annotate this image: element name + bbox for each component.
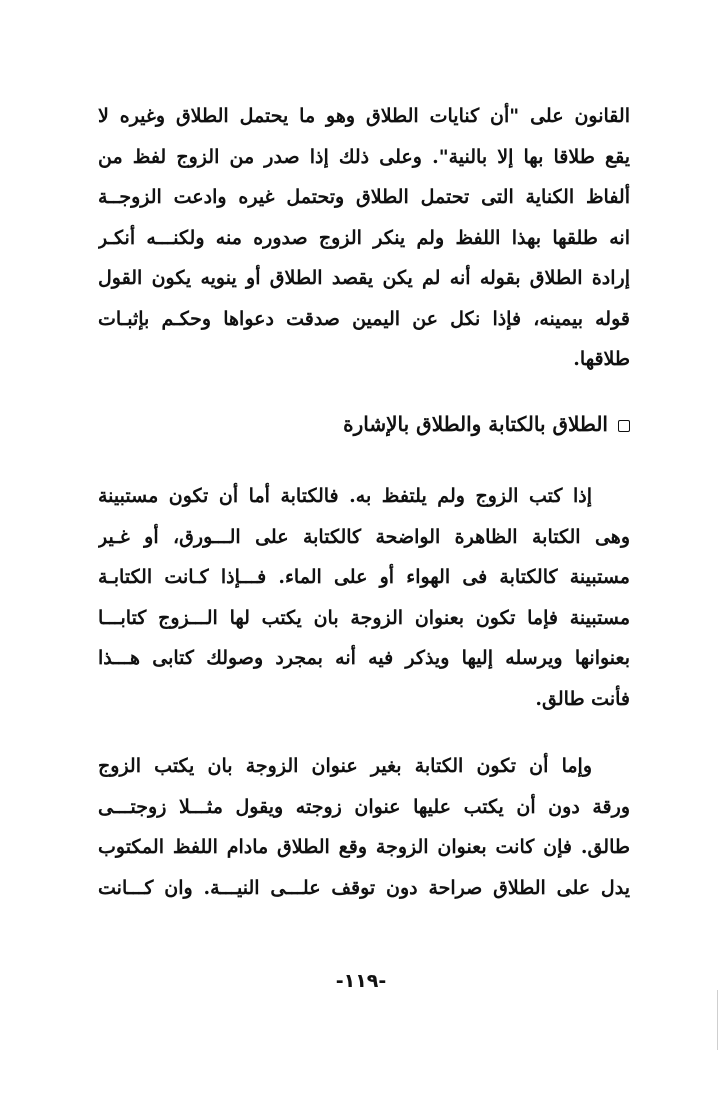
- section-heading-text: الطلاق بالكتابة والطلاق بالإشارة: [343, 412, 608, 436]
- text-line: ورقة دون أن يكتب عليها عنوان زوجته ويقول مثـــلا زوجتـــى: [98, 795, 630, 818]
- text-line: وإما أن تكون الكتابة بغير عنوان الزوجة بان يكتب الزوج: [98, 755, 592, 777]
- text-line: وهى الكتابة الظاهرة الواضحة كالكتابة على الـــورق، أو غـير: [98, 525, 630, 548]
- paragraph-writing: [98, 476, 630, 719]
- text-line: إرادة الطلاق بقوله أنه لم يكن يقصد الطلاق أو ينويه يكون القول: [98, 267, 630, 289]
- text-line: انه طلقها بهذا اللفظ ولم ينكر الزوج صدوره منه ولكنـــه أنكـر: [98, 226, 630, 249]
- scan-edge-mark: [717, 990, 718, 1050]
- section-heading: [98, 404, 630, 444]
- text-line: طالق. فإن كانت بعنوان الزوجة وقع الطلاق مادام اللفظ المكتوب: [98, 836, 630, 858]
- paragraph-kinayat: [98, 96, 630, 380]
- text-line: القانون على "أن كنايات الطلاق وهو ما يحتمل الطلاق وغيره لا: [98, 105, 630, 127]
- text-line: يدل على الطلاق صراحة دون توقف علـــى النيـــة. وان كـــانت: [98, 876, 630, 899]
- text-line: قوله بيمينه، فإذا نكل عن اليمين صدقت دعواها وحكـم بإثبـات: [98, 307, 630, 330]
- text-line: مستبينة فإما تكون بعنوان الزوجة بان يكتب لها الـــزوج كتابـــا: [98, 606, 630, 629]
- paragraph-without-address: [98, 746, 630, 908]
- square-bullet-icon: [618, 420, 630, 432]
- text-line: بعنوانها ويرسله إليها ويذكر فيه أنه بمجرد وصولك كتابى هـــذا: [98, 647, 630, 669]
- text-line: ألفاظ الكناية التى تحتمل الطلاق وتحتمل غيره وادعت الزوجــة: [98, 186, 630, 208]
- text-line: إذا كتب الزوج ولم يلتفظ به. فالكتابة أما أن تكون مستبينة: [98, 485, 592, 507]
- text-line: طلاقها.: [573, 348, 630, 370]
- text-line: يقع طلاقا بها إلا بالنية". وعلى ذلك إذا صدر من الزوج لفظ من: [98, 145, 630, 168]
- text-line: مستبينة كالكتابة فى الهواء أو على الماء. فـــإذا كـانت الكتابـة: [98, 566, 630, 588]
- text-line: فأنت طالق.: [535, 687, 630, 710]
- page-number: -١١٩-: [335, 970, 387, 992]
